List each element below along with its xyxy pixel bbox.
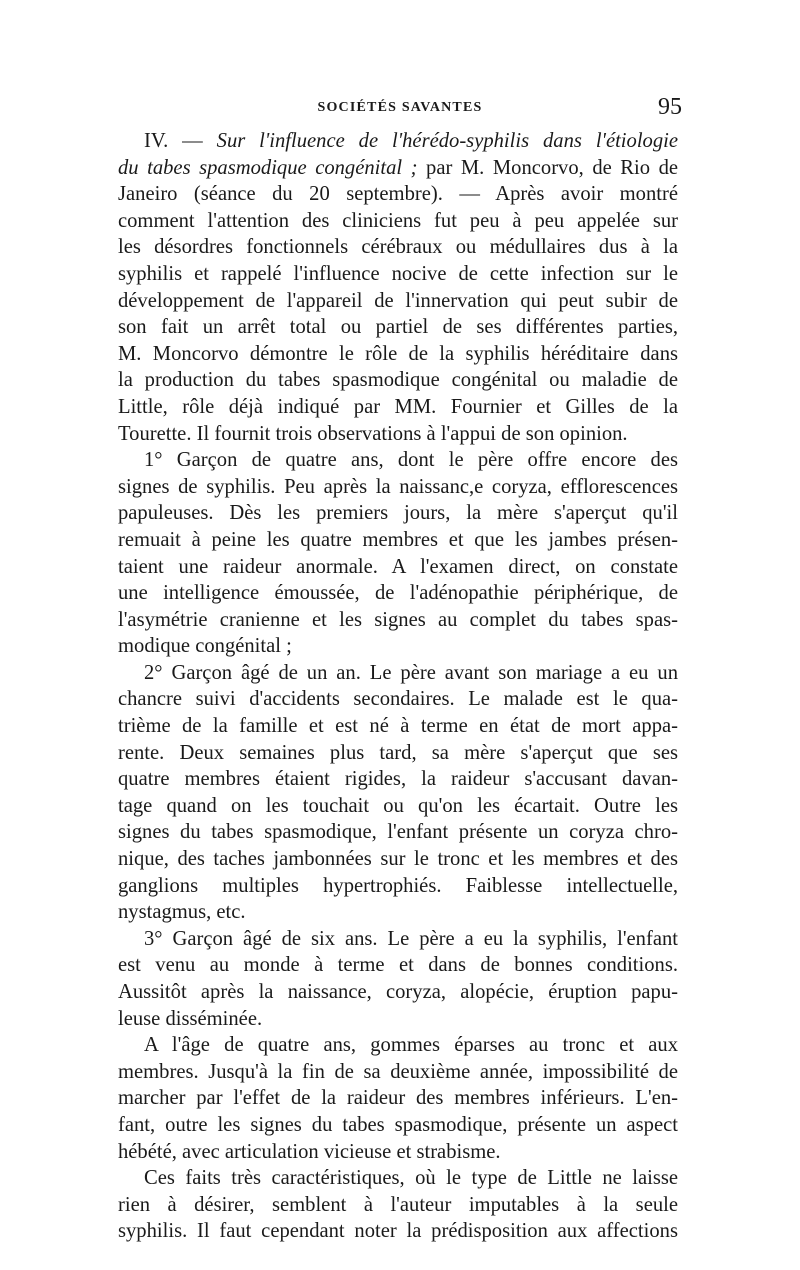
text-line — [118, 686, 678, 713]
text-segment: 1° Garçon de quatre ans, dont le père offre encore des — [144, 449, 678, 472]
text-line — [118, 819, 678, 846]
text-line — [118, 873, 678, 900]
text-line — [118, 1192, 678, 1219]
text-line — [118, 979, 678, 1006]
text-segment: rente. Deux semaines plus tard, sa mère s'aperçut que ses — [118, 741, 678, 764]
text-segment: A l'âge de quatre ans, gommes éparses au tronc et aux — [144, 1034, 678, 1057]
page-header — [118, 94, 682, 126]
text-line — [118, 607, 678, 634]
text-line — [118, 1059, 678, 1086]
text-line — [118, 1006, 678, 1033]
text-segment: tage quand on les touchait ou qu'on les écartait. Outre les — [118, 794, 678, 817]
text-line — [118, 1032, 678, 1059]
text-segment: Tourette. Il fournit trois observations à l'appui de son opinion. — [118, 422, 628, 445]
text-segment: papuleuses. Dès les premiers jours, la mère s'aperçut qu'il — [118, 502, 678, 525]
text-segment: l'asymétrie cranienne et les signes au complet du tabes spas- — [118, 608, 678, 631]
text-line — [118, 554, 678, 581]
text-line — [118, 394, 678, 421]
text-line — [118, 580, 678, 607]
text-line — [118, 367, 678, 394]
text-line — [118, 234, 678, 261]
text-segment: 3° Garçon âgé de six ans. Le père a eu la syphilis, l'enfant — [144, 927, 678, 950]
text-line — [118, 660, 678, 687]
text-segment: la production du tabes spasmodique congénital ou maladie de — [118, 369, 678, 392]
text-segment: Ces faits très caractéristiques, où le type de Little ne laisse — [144, 1167, 678, 1190]
text-line — [118, 1139, 678, 1166]
text-line — [118, 421, 678, 448]
text-segment: une intelligence émoussée, de l'adénopathie périphérique, de — [118, 582, 678, 605]
text-line — [118, 314, 678, 341]
text-segment: hébété, avec articulation vicieuse et strabisme. — [118, 1140, 501, 1163]
text-line — [118, 447, 678, 474]
text-segment: nique, des taches jambonnées sur le tronc et les membres et des — [118, 848, 678, 871]
text-line — [118, 952, 678, 979]
text-line — [118, 899, 678, 926]
text-line — [118, 1165, 678, 1192]
text-line — [118, 926, 678, 953]
text-line — [118, 128, 678, 155]
text-segment: Aussitôt après la naissance, coryza, alopécie, éruption papu- — [118, 981, 678, 1003]
text-segment: rien à désirer, semblent à l'auteur imputables à la seule — [118, 1193, 678, 1216]
text-line — [118, 793, 678, 820]
text-line — [118, 1112, 678, 1139]
text-segment: taient une raideur anormale. A l'examen direct, on constate — [118, 555, 678, 578]
text-segment: signes de syphilis. Peu après la naissanc,e coryza, efflorescences — [118, 475, 678, 498]
text-segment: marcher par l'effet de la raideur des membres inférieurs. L'en- — [118, 1087, 678, 1110]
text-line — [118, 1085, 678, 1112]
text-segment: membres. Jusqu'à la fin de sa deuxième année, impossibilité de — [118, 1060, 678, 1083]
text-segment: syphilis et rappelé l'influence nocive de cette infection sur le — [118, 262, 678, 285]
text-segment: Janeiro (séance du 20 septembre). — Après avoir montré — [118, 183, 678, 206]
text-segment: est venu au monde à terme et dans de bonnes conditions. — [118, 954, 678, 977]
text-segment: les désordres fonctionnels cérébraux ou médullaires dus à la — [118, 236, 678, 259]
text-segment: chancre suivi d'accidents secondaires. Le malade est le qua- — [118, 688, 678, 711]
text-segment: modique congénital ; — [118, 635, 292, 658]
text-segment: Little, rôle déjà indiqué par MM. Fournier et Gilles de la — [118, 395, 678, 418]
italic-segment: du tabes spasmodique congénital ; — [118, 156, 418, 179]
text-line — [118, 1218, 678, 1245]
text-segment: nystagmus, etc. — [118, 901, 246, 924]
running-head: SOCIÉTÉS SAVANTES — [317, 100, 483, 115]
text-line — [118, 208, 678, 235]
text-line — [118, 633, 678, 660]
text-segment: remuait à peine les quatre membres et que les jambes présen- — [118, 528, 678, 551]
text-segment: son fait un arrêt total ou partiel de ses différentes parties, — [118, 316, 678, 339]
text-segment: M. Moncorvo démontre le rôle de la syphilis héréditaire dans — [118, 342, 678, 365]
text-segment: quatre membres étaient rigides, la raideur s'accusant davan- — [118, 768, 678, 791]
body-text — [118, 128, 678, 1245]
text-segment: syphilis. Il faut cependant noter la prédisposition aux affections — [118, 1220, 678, 1243]
text-line — [118, 500, 678, 527]
text-segment: fant, outre les signes du tabes spasmodique, présente un aspect — [118, 1113, 678, 1136]
text-segment: développement de l'appareil de l'innervation qui peut subir de — [118, 289, 678, 312]
text-line — [118, 766, 678, 793]
text-line — [118, 846, 678, 873]
text-line — [118, 261, 678, 288]
text-segment: ganglions multiples hypertrophiés. Faiblesse intellectuelle, — [118, 874, 678, 897]
text-segment: IV. — — [144, 130, 217, 152]
text-segment: leuse disséminée. — [118, 1007, 263, 1030]
text-segment: par M. Moncorvo, de Rio de — [417, 156, 679, 179]
text-line — [118, 527, 678, 554]
text-line — [118, 740, 678, 767]
text-segment: signes du tabes spasmodique, l'enfant présente un coryza chro- — [118, 821, 678, 844]
text-line — [118, 181, 678, 208]
text-line — [118, 713, 678, 740]
text-line — [118, 288, 678, 315]
text-line — [118, 341, 678, 368]
text-segment: comment l'attention des cliniciens fut peu à peu appelée sur — [118, 209, 678, 232]
text-segment: 2° Garçon âgé de un an. Le père avant son mariage a eu un — [144, 661, 678, 684]
text-line — [118, 155, 678, 182]
text-line — [118, 474, 678, 501]
page-number: 95 — [658, 94, 682, 120]
italic-segment: Sur l'influence de l'hérédo-syphilis dans l'étiologie — [216, 130, 679, 152]
text-segment: trième de la famille et est né à terme en état de mort appa- — [118, 715, 678, 738]
